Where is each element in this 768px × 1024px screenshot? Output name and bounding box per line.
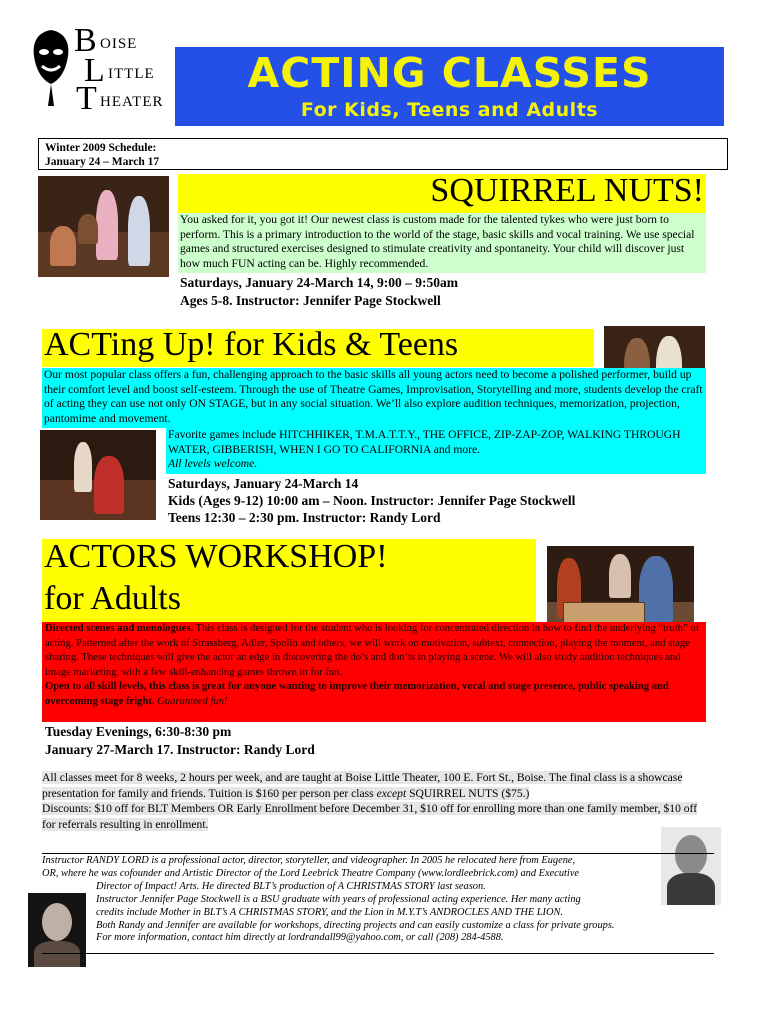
- squirrel-description: You asked for it, you got it! Our newest class is custom made for the talented tykes who were just born to perform. This is a primary introduction to the world of the stage, basic skills and vocal training. We use special games and structured exercises designed to stimulate creativity and spontaneity. Your child will discover just how much FUN acting can be. Highly recommended.: [178, 213, 706, 273]
- workshop-title-line-2: for Adults: [44, 580, 181, 617]
- general-squirrel-price: SQUIRREL NUTS ($75.): [406, 786, 530, 800]
- logo-word-oise: OISE: [100, 36, 138, 52]
- acting-up-kids: Kids (Ages 9-12) 10:00 am – Noon. Instructor: Jennifer Page Stockwell: [168, 493, 576, 508]
- general-except: except: [376, 786, 407, 800]
- schedule-line-2: January 24 – March 17: [45, 156, 160, 168]
- blt-logo: [30, 24, 170, 116]
- squirrel-details: Ages 5-8. Instructor: Jennifer Page Stockwell: [180, 293, 441, 308]
- logo-initial-t: T: [76, 80, 97, 117]
- bio-line-5: credits include Mother in BLT’s A CHRISTMAS STORY, and the Lion in M.Y.T’s ANDROCLES AND THE LION.: [96, 906, 564, 918]
- acting-up-schedule: Saturdays, January 24-March 14: [168, 476, 359, 491]
- logo-word-heater: HEATER: [100, 94, 164, 110]
- header-banner: [175, 47, 724, 126]
- squirrel-schedule: Saturdays, January 24-March 14, 9:00 – 9:50am: [180, 275, 458, 290]
- logo-word-ittle: ITTLE: [108, 66, 155, 82]
- bio-line-4: Instructor Jennifer Page Stockwell is a BSU graduate with years of professional acting experience. Her many acting: [96, 893, 581, 905]
- logo-initial-l: L: [84, 52, 105, 89]
- schedule-line-1: Winter 2009 Schedule:: [45, 142, 157, 154]
- acting-up-levels: All levels welcome.: [168, 457, 258, 471]
- instructor-bios: [42, 855, 718, 945]
- acting-up-title: ACTing Up! for Kids & Teens: [44, 326, 459, 363]
- workshop-title-line-1: ACTORS WORKSHOP!: [44, 538, 388, 575]
- bio-line-1: Instructor RANDY LORD is a professional actor, director, storyteller, and videographer. In 2005 he relocated here from Eugene,: [42, 855, 576, 866]
- workshop-open: Open to all skill levels, this class is great for anyone wanting to improve their memorization, vocal and stage presence, public speaking and overcoming stage fright.: [45, 681, 669, 707]
- acting-up-teens: Teens 12:30 – 2:30 pm. Instructor: Randy Lord: [168, 510, 441, 525]
- logo-initial-b: B: [74, 22, 97, 59]
- workshop-title: [44, 536, 388, 620]
- bio-line-3: Director of Impact! Arts. He directed BLT’s production of A CHRISTMAS STORY last season.: [96, 880, 486, 892]
- bio-line-6: Both Randy and Jennifer are available for workshops, directing projects and can easily customize a class for private groups.: [96, 919, 615, 931]
- schedule-box: [38, 138, 728, 170]
- banner-subtitle: For Kids, Teens and Adults: [300, 99, 599, 121]
- workshop-guarantee: Guaranteed fun!: [154, 695, 228, 707]
- general-discounts: Discounts: $10 off for BLT Members OR Early Enrollment before December 31, $10 off for enrolling more than one family member, $10 off for referrals resulting in enrollment.: [42, 802, 698, 831]
- bio-top-rule: [42, 853, 714, 854]
- workshop-description: [42, 622, 706, 722]
- bio-line-2: OR, where he was cofounder and Artistic Director of the Lord Leebrick Theatre Company (www.lordleebrick.com) and Executive: [42, 867, 580, 879]
- general-tuition: All classes meet for 8 weeks, 2 hours per week, and are taught at Boise Little Theater, 100 E. Fort St., Boise. The final class is a showcase presentation for family and friends. Tuition is $160 per person per class: [42, 771, 683, 800]
- workshop-schedule: Tuesday Evenings, 6:30-8:30 pm: [45, 724, 232, 739]
- bio-line-7: For more information, contact him directly at lordrandall99@yahoo.com, or call (208) 284-4588.: [96, 932, 504, 944]
- bio-bottom-rule: [42, 953, 714, 954]
- general-info: [42, 770, 708, 832]
- theater-mask-icon: [30, 28, 72, 108]
- acting-up-games-text: Favorite games include HITCHHIKER, T.M.A.T.T.Y., THE OFFICE, ZIP-ZAP-ZOP, WALKING THROUGH WATER, GIBBERISH, WHEN I GO TO CALIFORNIA and more.: [168, 428, 681, 456]
- squirrel-title: SQUIRREL NUTS!: [430, 172, 704, 209]
- workshop-dates: January 27-March 17. Instructor: Randy Lord: [45, 742, 315, 757]
- acting-up-description: Our most popular class offers a fun, challenging approach to the basic skills all young actors need to become a polished performer, build up their comfort level and boost self-esteem. Through the use of Theatre Games, Improvisation, Storytelling and more, students develop the craft of acting they can use not only ON STAGE, but in any social situation. We’ll also explore audition techniques, memorization, projection, pantomime and movement.: [42, 368, 706, 428]
- acting-up-photo-bottom: [40, 430, 156, 520]
- workshop-lead: Directed scenes and monologues.: [45, 623, 194, 634]
- workshop-body: This class is designed for the student who is looking for concentrated direction in how to find the underlying “truth” of acting. Patterned after the work of Strassberg, Adler, Spolin and others, we will work on motivation, subtext, connection, playing the moment, and stage sharing. These techniques will give the actor an edge in discovering the do’s and don’ts in playing a scene. We will also study audition techniques and image marketing, with a few skill-enhancing games thrown in for fun.: [45, 623, 700, 678]
- acting-up-games: [166, 428, 706, 474]
- squirrel-class-photo: [38, 176, 169, 277]
- banner-title: ACTING CLASSES: [247, 49, 652, 97]
